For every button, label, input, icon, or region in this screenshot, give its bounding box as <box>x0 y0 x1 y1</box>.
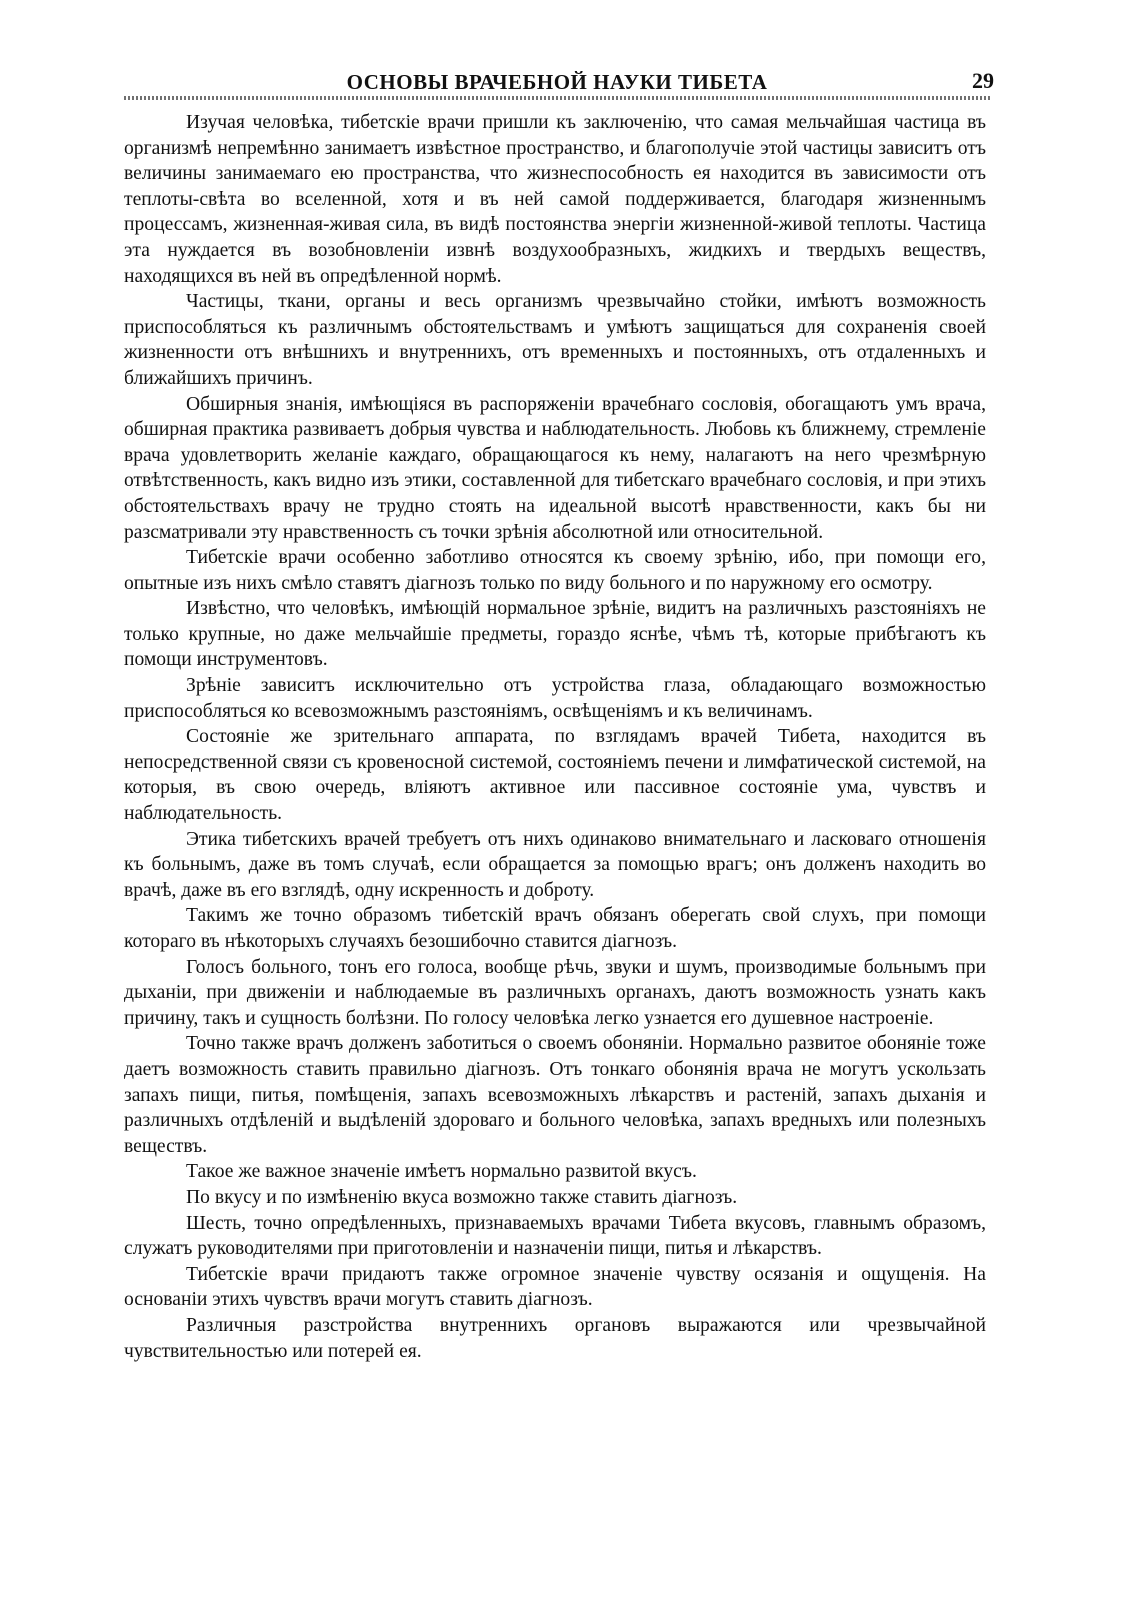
paragraph: Состояніе же зрительнаго аппарата, по взглядамъ врачей Тибета, находится въ непосредственной связи съ кровеносной системой, состояніемъ печени и лимфатической системой, на которыя, въ свою очередь, вліяютъ активное или пассивное состояніе ума, чувствъ и наблюдательность. <box>124 726 986 825</box>
running-title: ОСНОВЫ ВРАЧЕБНОЙ НАУКИ ТИБЕТА <box>346 70 768 94</box>
paragraph: Зрѣніе зависитъ исключительно отъ устройства глаза, обладающаго возможностью приспособляться ко всевозможнымъ разстояніямъ, освѣщеніямъ и къ величинамъ. <box>124 675 986 722</box>
paragraph: Частицы, ткани, органы и весь организмъ чрезвычайно стойки, имѣютъ возможность приспособляться къ различнымъ обстоятельствамъ и умѣютъ защищаться для сохраненія своей жизненности отъ внѣшнихъ и внутреннихъ, отъ временныхъ и постоянныхъ, отъ отдаленныхъ и ближайшихъ причинъ. <box>124 291 986 389</box>
paragraph: Различныя разстройства внутреннихъ органовъ выражаются или чрезвычайной чувствительностью или потерей ея. <box>124 1314 986 1362</box>
paragraph: Тибетскіе врачи особенно заботливо относятся къ своему зрѣнію, ибо, при помощи его, опытные изъ нихъ смѣло ставятъ діагнозъ только по виду больного и по наружному его осмотру. <box>124 547 986 594</box>
paragraph: Такимъ же точно образомъ тибетскій врачъ обязанъ оберегать свой слухъ, при помощи котораго въ нѣкоторыхъ случаяхъ безошибочно ставится діагнозъ. <box>124 905 986 952</box>
header-wavy-rule <box>124 96 990 100</box>
paragraph: Точно также врачъ долженъ заботиться о своемъ обоняніи. Нормально развитое обоняніе тоже даетъ возможность ставить правильно діагнозъ. Отъ тонкаго обонянія врача не могутъ ускользать запахъ пищи, питья, помѣщенія, запахъ всевозможныхъ лѣкарствъ и растеній, запахъ дыханія и различныхъ отдѣленій и выдѣленій здороваго и больного человѣка, запахъ вредныхъ или полезныхъ веществъ. <box>124 1033 986 1157</box>
paragraph: Шесть, точно опредѣленныхъ, признаваемыхъ врачами Тибета вкусовъ, главнымъ образомъ, служатъ руководителями при приготовленіи и назначеніи пищи, питья и лѣкарствъ. <box>124 1212 986 1260</box>
paragraph: Тибетскіе врачи придаютъ также огромное значеніе чувству осязанія и ощущенія. На основаніи этихъ чувствъ врачи могутъ ставить діагнозъ. <box>124 1263 986 1311</box>
paragraph: Такое же важное значеніе имѣетъ нормально развитой вкусъ. <box>186 1161 697 1183</box>
paragraph: Обширныя знанія, имѣющіяся въ распоряженіи врачебнаго сословія, обогащаютъ умъ врача, обширная практика развиваетъ добрыя чувства и наблюдательность. Любовь къ ближнему, стремленіе врача удовлетворить желаніе каждаго, обращающагося къ нему, налагаютъ на него чрезмѣрную отвѣтственность, какъ видно изъ этики, составленной для тибетскаго врачебнаго сословія, и при этихъ обстоятельствахъ врачу не трудно стоять на идеальной высотѣ нравственности, какъ бы ни разсматривали эту нравственность съ точки зрѣнія абсолютной или относительной. <box>124 393 986 543</box>
paragraph: Извѣстно, что человѣкъ, имѣющій нормальное зрѣніе, видитъ на различныхъ разстояніяхъ не только крупные, но даже мельчайшіе предметы, гораздо яснѣе, чѣмъ тѣ, которые прибѣгаютъ къ помощи инструментовъ. <box>124 598 986 671</box>
body-text <box>124 110 986 1364</box>
paragraph: Этика тибетскихъ врачей требуетъ отъ нихъ одинаково внимательнаго и ласковаго отношенія къ больнымъ, даже въ томъ случаѣ, если обращается за помощью врагъ; онъ долженъ находить во врачѣ, даже въ его взглядѣ, одну искренность и доброту. <box>124 828 986 901</box>
paragraph: Голосъ больного, тонъ его голоса, вообще рѣчь, звуки и шумъ, производимые больнымъ при дыханіи, при движеніи и наблюдаемые въ различныхъ органахъ, даютъ возможность узнать какъ причину, такъ и сущность болѣзни. По голосу человѣка легко узнается его душевное настроеніе. <box>124 956 986 1029</box>
page-header <box>124 66 994 100</box>
paragraph: По вкусу и по измѣненію вкуса возможно также ставить діагнозъ. <box>186 1186 738 1208</box>
page-number: 29 <box>972 68 994 93</box>
paragraph: Изучая человѣка, тибетскіе врачи пришли къ заключенію, что самая мельчайшая частица въ организмѣ непремѣнно занимаетъ извѣстное пространство, и благополучіе этой частицы зависитъ отъ величины занимаемаго ею пространства, что жизнеспособность ея находится въ зависимости отъ теплоты-свѣта во вселенной, хотя и въ ней самой поддерживается, благодаря жизненнымъ процессамъ, жизненная-живая сила, въ видѣ постоянства энергіи жизненной-живой теплоты. Частица эта нуждается въ возобновленіи извнѣ воздухообразныхъ, жидкихъ и твердыхъ веществъ, находящихся въ ней въ опредѣленной нормѣ. <box>124 112 986 287</box>
